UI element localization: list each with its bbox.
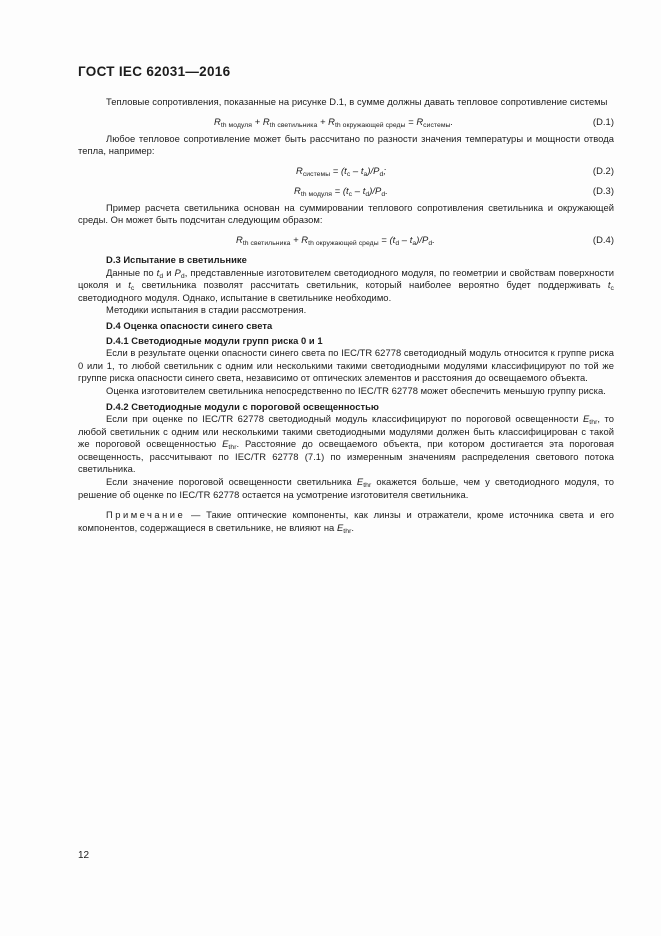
paragraph-thermal-resistance: Тепловые сопротивления, показанные на рисунке D.1, в сумме должны давать тепловое сопротивление системы (106, 96, 608, 107)
note-label: Примечание (106, 509, 186, 521)
equation-d3 (78, 182, 614, 202)
equation-d2 (78, 162, 614, 182)
paragraph-luminaire-data: Данные по $t_d$ и $P_d$, представленные изготовителем светодиодного модуля, по геометрии и свойствам поверхности цоколя и $t_c$ светильника позволят рассчитать светильник, который наиболее вероятно будет поддерживать $t_c$ светодиодного модуля. Однако, испытание в светильнике необходимо. (78, 266, 614, 303)
paragraph-manufacturer-assessment: Оценка изготовителем светильника непосредственно по IEC/TR 62778 может обеспечить меньшую группу риска. (106, 384, 606, 396)
equation-d4-number: (D.4) (592, 233, 614, 245)
section-heading-d4-2: D.4.2 Светодиодные модули с пороговой освещенностью (106, 400, 379, 412)
section-heading-d4: D.4 Оценка опасности синего света (106, 319, 273, 331)
paragraph-any-resistance: Любое тепловое сопротивление может быть рассчитано по разности значения температуры и мощности отвода тепла, например: (78, 132, 614, 157)
equation-d4-expression: $R_{th светильника} + R_{th окружающей среды} = (t_d - t_a)/P_d$. (236, 233, 435, 247)
equation-d4 (78, 231, 614, 251)
document-body (78, 96, 614, 534)
page-number: 12 (78, 850, 90, 861)
paragraph-test-methods: Методики испытания в стадии рассмотрения. (106, 304, 307, 316)
equation-d2-number: (D.2) (592, 164, 614, 176)
document-header: ГОСТ IEC 62031—2016 (78, 64, 231, 79)
equation-d2-expression: $R_{системы} = (t_c - t_a)/P_d$; (296, 164, 386, 178)
paragraph-calc-example: Пример расчета светильника основан на суммировании теплового сопротивления светильника и окружающей среды. Он может быть подсчитан следующим образом: (78, 201, 614, 226)
section-heading-d3: D.3 Испытание в светильнике (106, 253, 247, 265)
equation-d1-number: (D.1) (592, 115, 614, 127)
equation-d1-expression: $R_{th модуля} + R_{th светильника} + R_{th окружающей среды} = R_{системы}$. (214, 115, 454, 129)
equation-d1 (78, 113, 614, 133)
equation-d3-number: (D.3) (592, 184, 614, 196)
note-paragraph: Примечание — Такие оптические компоненты, как линзы и отражатели, кроме источника света и его компонентов, содержащиеся в светильнике, не влияют на $E_{thr}$. (78, 509, 614, 535)
equation-d3-expression: $R_{th модуля} = (t_c - t_d)/P_d$. (294, 184, 388, 198)
paragraph-threshold-illuminance: Если при оценке по IEC/TR 62778 светодиодный модуль классифицируют по пороговой освещенности $E_{thr}$, то любой светильник с одним или несколькими такими светодиодными модулями должен быть классифицирован с такой же пороговой освещенностью $E_{thr}$. Расстояние до освещаемого объекта, при котором достигается эта пороговая освещенность, рассчитывают по IEC/TR 62778 (7.1) по измеренным значениям распределения светового потока светильника. (78, 413, 614, 475)
paragraph-threshold-higher: Если значение пороговой освещенности светильника $E_{thr}$ окажется больше, чем у светодиодного модуля, то решение об оценке по IEC/TR 62778 остается на усмотрение изготовителя светильника. (78, 476, 614, 500)
section-heading-d4-1: D.4.1 Светодиодные модули групп риска 0 и 1 (106, 334, 323, 346)
paragraph-risk-group: Если в результате оценки опасности синего света по IEC/TR 62778 светодиодный модуль относится к группе риска 0 или 1, то любой светильник с одним или несколькими такими светодиодными модулями классифицируют по той же группе риска опасности синего света, независимо от оптических элементов и расстояния до освещаемого объекта. (78, 347, 614, 384)
